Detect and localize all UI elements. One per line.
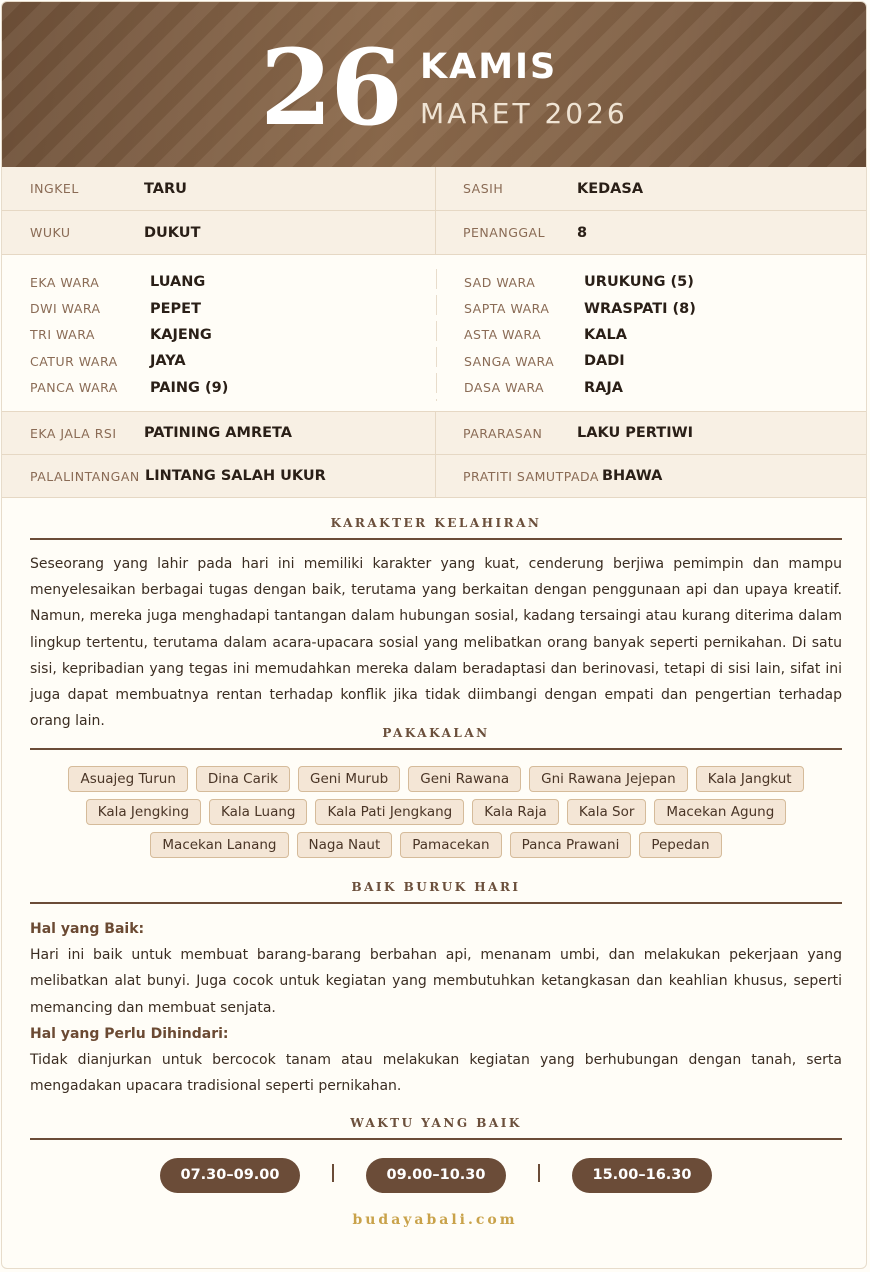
pakakalan-chip: Naga Naut	[297, 832, 393, 858]
section-divider	[30, 748, 842, 750]
info-cell-eka-jala-rsi	[2, 412, 435, 454]
avoid-heading: Hal yang Perlu Dihindari:	[30, 1025, 229, 1042]
info-row-ingkel-sasih	[2, 167, 867, 211]
day-number: 26	[260, 26, 401, 149]
avoid-text: Tidak dianjurkan untuk bercocok tanam atau melakukan kegiatan yang berhubungan dengan tanah, serta mengadakan upacara tradisional seperti pernikahan.	[30, 1052, 842, 1095]
info-label: INGKEL	[30, 181, 79, 196]
wara-row	[30, 348, 450, 374]
pakakalan-chip: Kala Sor	[567, 799, 647, 825]
info-row-wuku-penanggal	[2, 211, 867, 255]
wara-column-left	[30, 269, 450, 401]
karakter-text: Seseorang yang lahir pada hari ini memiliki karakter yang kuat, cenderung berjiwa pemimpin dan mampu menyelesaikan berbagai tugas dengan baik, terutama yang berkaitan dengan penggunaan api dan upaya kreatif. Namun, mereka juga menghadapi tantangan dalam hubungan sosial, kadang tersaingi atau kurang diterima dalam lingkup tertentu, terutama dalam acara-upacara sosial yang melibatkan orang banyak seperti pernikahan. Di satu sisi, kepribadian yang tegas ini memudahkan mereka dalam beradaptasi dan berinovasi, tetapi di sisi lain, sifat ini juga dapat membuatnya rentan terhadap konflik jika tidak diimbangi dengan empati dan pengertian terhadap orang lain.	[30, 556, 842, 730]
site-footer: budayabali.com	[352, 1212, 518, 1228]
pakakalan-chips	[30, 766, 842, 858]
wara-label: CATUR WARA	[30, 353, 118, 369]
wara-label: SAPTA WARA	[464, 301, 550, 317]
info-value: KEDASA	[577, 180, 644, 197]
pakakalan-chip: Macekan Agung	[654, 799, 786, 825]
section-title-karakter: KARAKTER KELAHIRAN	[330, 516, 542, 530]
wara-label: SANGA WARA	[464, 353, 555, 369]
time-slot-separator	[332, 1164, 334, 1182]
date-header	[2, 2, 867, 167]
info-cell-sasih	[435, 167, 867, 210]
wara-label: SAD WARA	[464, 274, 536, 290]
info-value: PATINING AMRETA	[144, 425, 293, 441]
info-cell-palalintangan	[2, 455, 435, 497]
wara-row	[464, 295, 867, 321]
wara-value: WRASPATI (8)	[584, 300, 696, 317]
info-label: SASIH	[463, 181, 504, 196]
wara-label: TRI WARA	[30, 327, 95, 343]
info-label: PALALINTANGAN	[30, 468, 140, 484]
info-row-jala-pararasan	[2, 412, 867, 455]
wara-value: JAYA	[150, 353, 186, 370]
info-label: PENANGGAL	[463, 225, 546, 240]
wara-grid	[2, 255, 867, 412]
info-value: LINTANG SALAH UKUR	[145, 468, 326, 484]
time-slot-pill: 07.30–09.00	[160, 1158, 300, 1193]
info-value: TARU	[144, 180, 187, 197]
section-title-baik-buruk: BAIK BURUK HARI	[351, 880, 521, 894]
pakakalan-chip: Kala Jangkut	[696, 766, 804, 792]
pakakalan-chip: Kala Pati Jengkang	[315, 799, 464, 825]
wara-row	[30, 295, 450, 321]
info-cell-pararasan	[435, 412, 867, 454]
info-label: PRATITI SAMUTPADA	[463, 468, 599, 484]
pakakalan-chip: Geni Rawana	[408, 766, 521, 792]
info-value: LAKU PERTIWI	[577, 425, 693, 441]
wara-column-right	[464, 269, 867, 401]
pakakalan-chip: Kala Jengking	[86, 799, 201, 825]
wara-value: PEPET	[150, 300, 201, 317]
pakakalan-chip: Asuajeg Turun	[68, 766, 187, 792]
info-row-palalintangan-pratiti	[2, 455, 867, 498]
wara-label: DWI WARA	[30, 301, 101, 317]
pakakalan-chip: Geni Murub	[298, 766, 400, 792]
month-year: MARET 2026	[420, 97, 628, 130]
wara-value: KALA	[584, 326, 627, 343]
wara-divider	[436, 269, 437, 401]
pakakalan-chip: Dina Carik	[196, 766, 290, 792]
info-value: 8	[577, 224, 588, 241]
pakakalan-chip: Pamacekan	[400, 832, 501, 858]
time-slots	[2, 1158, 867, 1194]
baik-buruk-content	[30, 916, 842, 1099]
pakakalan-chip: Gni Rawana Jejepan	[529, 766, 688, 792]
info-cell-ingkel	[2, 167, 435, 210]
info-label: EKA JALA RSI	[30, 425, 117, 441]
wara-row	[30, 322, 450, 348]
wara-value: RAJA	[584, 379, 624, 396]
info-cell-wuku	[2, 211, 435, 254]
calendar-card	[1, 1, 867, 1269]
time-slot-pill: 15.00–16.30	[572, 1158, 712, 1193]
day-name: KAMIS	[420, 47, 558, 87]
good-text: Hari ini baik untuk membuat barang-barang berbahan api, menanam umbi, dan melakukan pekerjaan yang melibatkan alat bunyi. Juga cocok untuk kegiatan yang membutuhkan ketangkasan dan keahlian khusus, seperti memancing dan membuat senjata.	[30, 947, 842, 1016]
wara-row	[464, 348, 867, 374]
wara-row	[464, 322, 867, 348]
info-cell-penanggal	[435, 211, 867, 254]
wara-row	[30, 375, 450, 401]
wara-row	[30, 269, 450, 295]
good-heading: Hal yang Baik:	[30, 921, 145, 937]
wara-label: DASA WARA	[464, 380, 545, 396]
time-slot-pill: 09.00–10.30	[366, 1158, 506, 1193]
pakakalan-chip: Macekan Lanang	[150, 832, 288, 858]
section-title-pakakalan: PAKAKALAN	[382, 726, 490, 740]
info-value: BHAWA	[602, 468, 663, 484]
section-divider	[30, 902, 842, 904]
wara-value: KAJENG	[150, 326, 212, 343]
wara-row	[464, 375, 867, 401]
wara-value: DADI	[584, 353, 625, 370]
pakakalan-chip: Panca Prawani	[510, 832, 632, 858]
section-title-waktu: WAKTU YANG BAIK	[350, 1116, 522, 1130]
wara-label: ASTA WARA	[464, 327, 542, 343]
time-slot-separator	[538, 1164, 540, 1182]
info-value: DUKUT	[144, 224, 201, 241]
wara-value: LUANG	[150, 274, 206, 291]
wara-row	[464, 269, 867, 295]
pakakalan-chip: Kala Luang	[209, 799, 307, 825]
section-divider	[30, 538, 842, 540]
wara-value: URUKUNG (5)	[584, 274, 694, 291]
pakakalan-chip: Kala Raja	[472, 799, 559, 825]
info-label: PARARASAN	[463, 425, 543, 441]
wara-label: EKA WARA	[30, 274, 100, 290]
wara-value: PAING (9)	[150, 379, 229, 396]
pakakalan-chip: Pepedan	[639, 832, 721, 858]
section-divider	[30, 1138, 842, 1140]
info-cell-pratiti-samutpada	[435, 455, 867, 497]
wara-label: PANCA WARA	[30, 380, 118, 396]
info-label: WUKU	[30, 225, 71, 240]
